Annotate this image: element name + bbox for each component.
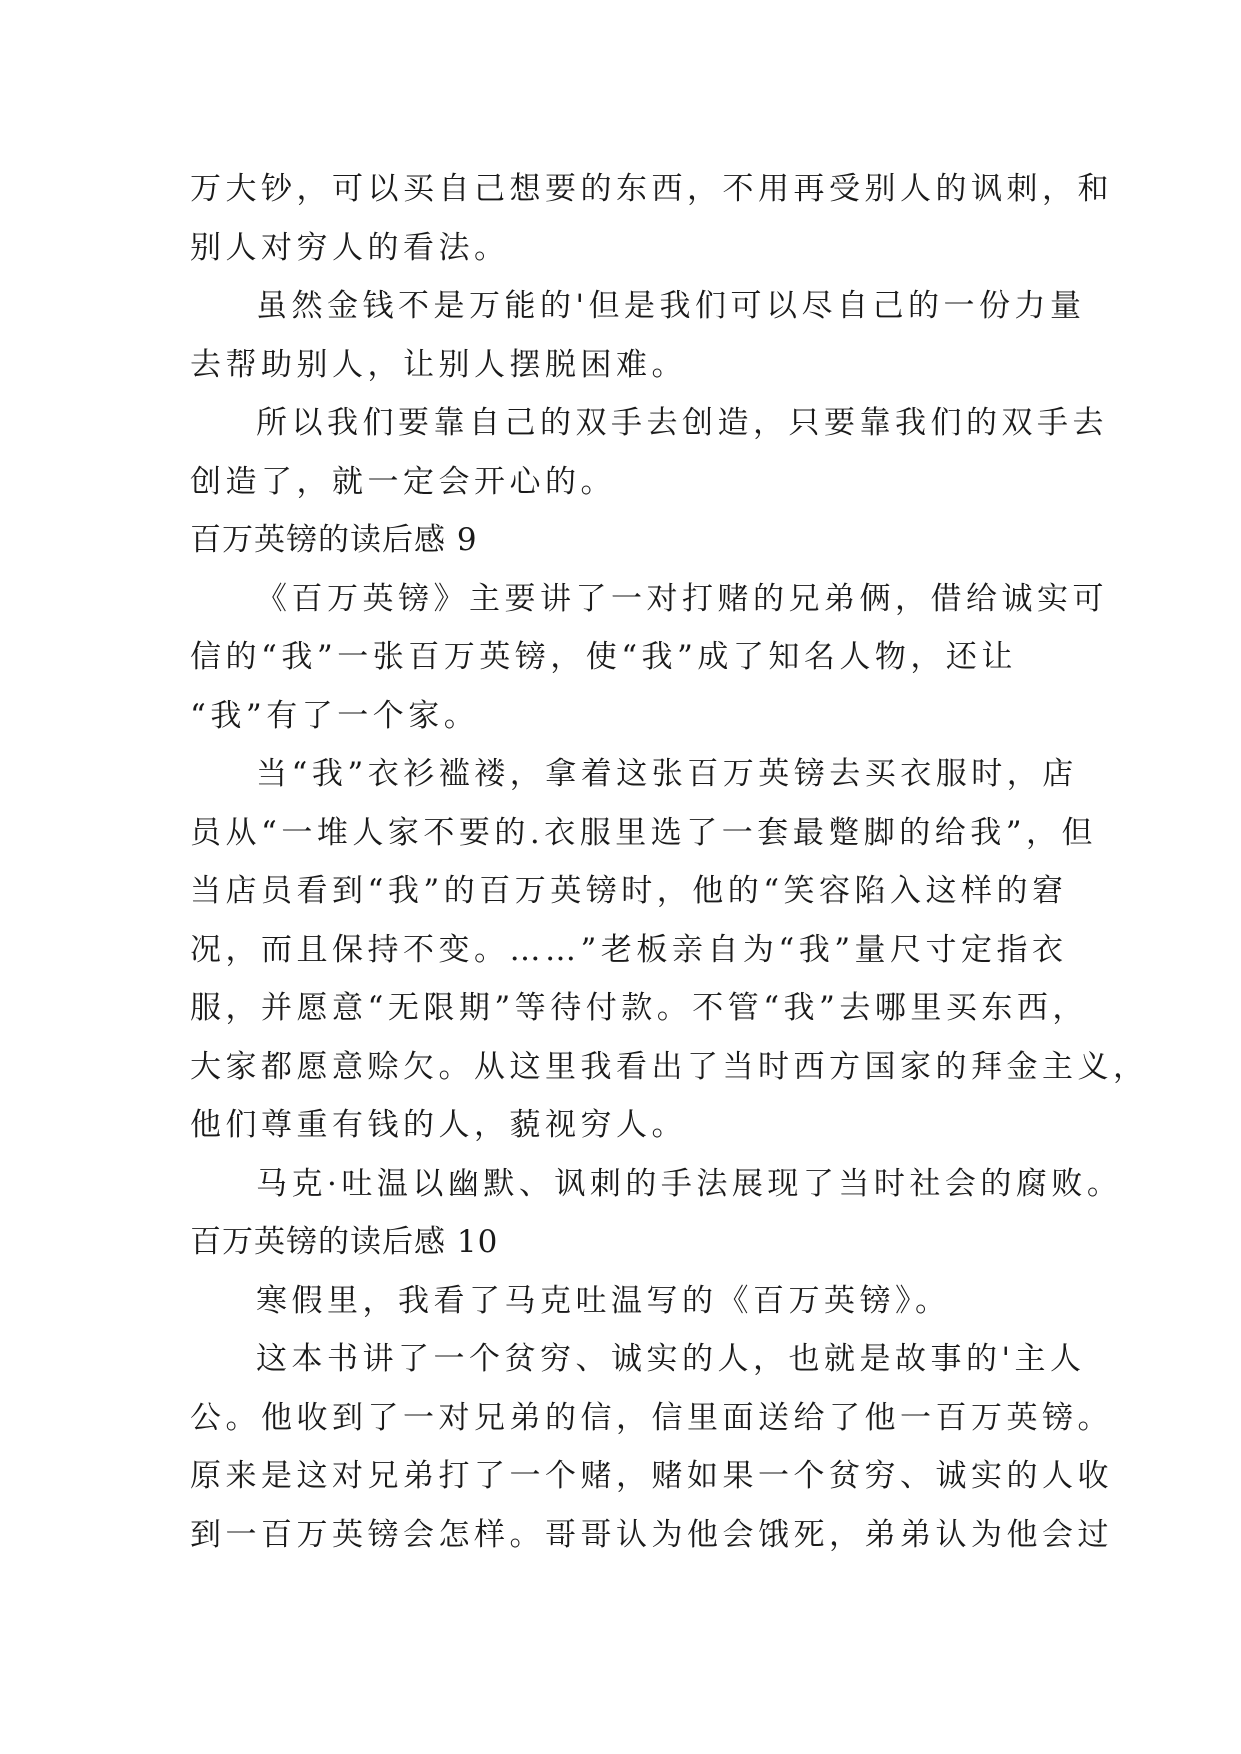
text-line: 所以我们要靠自己的双手去创造，只要靠我们的双手去 [256, 405, 1108, 441]
text-line: 公。他收到了一对兄弟的信，信里面送给了他一百万英镑。 [190, 1399, 1113, 1436]
section-heading: 百万英镑的读后感 10 [190, 1224, 499, 1260]
document-body [190, 160, 1149, 1564]
text-line: 马克·吐温以幽默、讽刺的手法展现了当时社会的腐败。 [256, 1165, 1123, 1202]
text-line: 到一百万英镑会怎样。哥哥认为他会饿死，弟弟认为他会过 [190, 1516, 1113, 1553]
text-line: 这本书讲了一个贫穷、诚实的人，也就是故事的'主人 [256, 1341, 1086, 1377]
text-line: 他们尊重有钱的人，藐视穷人。 [190, 1107, 687, 1143]
text-line: 虽然金钱不是万能的'但是我们可以尽自己的一份力量 [256, 288, 1086, 324]
text-line: 去帮助别人，让别人摆脱困难。 [190, 346, 687, 383]
text-line: 别人对穷人的看法。 [190, 229, 510, 266]
text-line: 万大钞，可以买自己想要的东西，不用再受别人的讽刺，和 [190, 171, 1113, 207]
text-line: 员从“一堆人家不要的.衣服里选了一套最蹩脚的给我”，但 [190, 814, 1098, 851]
text-line: 《百万英镑》主要讲了一对打赌的兄弟俩，借给诚实可 [256, 580, 1108, 617]
text-line: 信的“我”一张百万英镑，使“我”成了知名人物，还让 [190, 639, 1017, 675]
text-line: 寒假里，我看了马克吐温写的《百万英镑》。 [256, 1282, 951, 1319]
text-line: 创造了，就一定会开心的。 [190, 463, 616, 500]
text-line: “我”有了一个家。 [190, 697, 480, 734]
text-line: 服，并愿意“无限期”等待付款。不管“我”去哪里买东西， [190, 990, 1088, 1026]
text-line: 当店员看到“我”的百万英镑时，他的“笑容陷入这样的窘 [190, 873, 1068, 909]
text-line: 大家都愿意赊欠。从这里我看出了当时西方国家的拜金主义， [190, 1048, 1149, 1085]
section-heading: 百万英镑的读后感 9 [190, 522, 478, 558]
text-line: 原来是这对兄弟打了一个赌，赌如果一个贫穷、诚实的人收 [190, 1458, 1113, 1494]
text-line: 当“我”衣衫褴褛，拿着这张百万英镑去买衣服时，店 [256, 756, 1078, 792]
text-line: 况，而且保持不变。……”老板亲自为“我”量尺寸定指衣 [190, 931, 1068, 968]
